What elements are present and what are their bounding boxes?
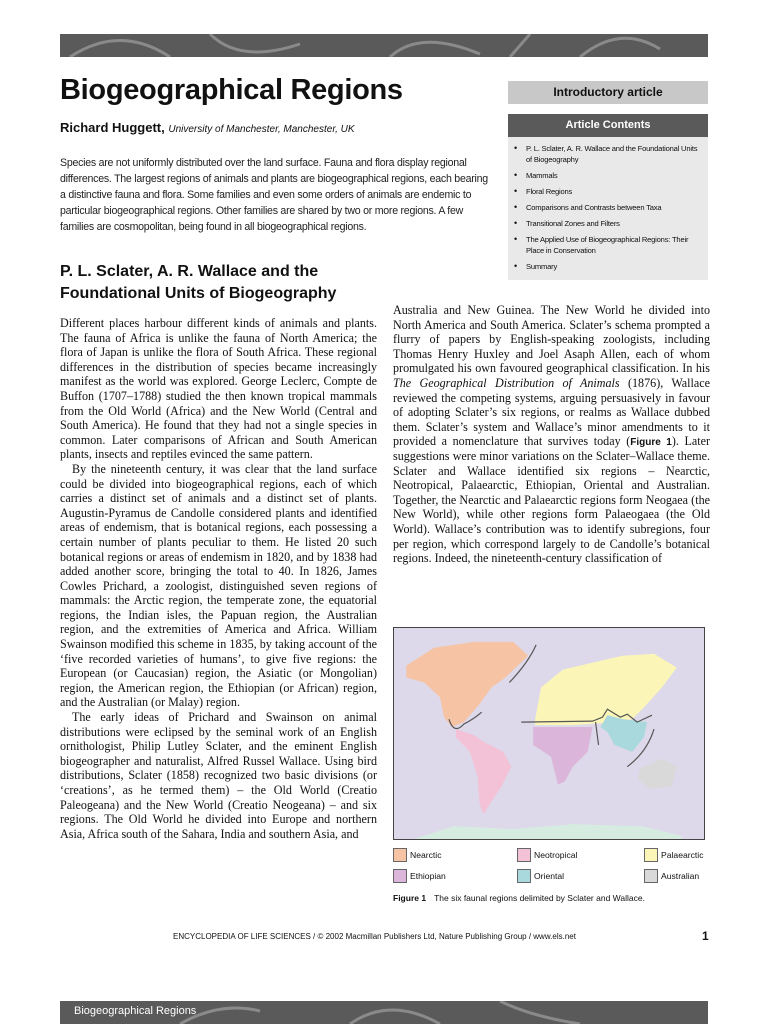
section-heading: P. L. Sclater, A. R. Wallace and the Foundational Units of Biogeography [60,263,337,302]
running-title: Biogeographical Regions [74,1005,197,1017]
legend-label: Ethiopian [410,871,446,881]
abstract: Species are not uniformly distributed over the land surface. Fauna and flora display regional differences. The largest regions of animals and plants are biogeographical regions, each bearing a distinctive fauna and flora. Some families and even some orders of animals are endemic to particular biogeographical regions. Other families are shared by two or more regions. A few families are cosmopolitan, being found in all biogeographical regions. [60,157,488,233]
contents-title: Article Contents [508,114,708,137]
legend-swatch [393,848,407,862]
figure-1 [393,627,705,903]
contents-item[interactable]: • Summary [512,261,704,272]
book-title: The Geographical Distribution of Animals [393,375,620,390]
legend-swatch [517,848,531,862]
figure-link[interactable]: Figure 1 [630,437,672,449]
legend-label: Oriental [534,871,565,881]
caption-label: Figure 1 [393,893,427,903]
contents-item[interactable]: • Transitional Zones and Filters [512,218,704,229]
legend-item-neotropical [517,848,644,862]
legend-swatch [393,869,407,883]
figure-caption [393,893,705,903]
australian-region [638,759,677,789]
footer-banner [60,1001,708,1024]
legend-swatch [644,848,658,862]
article-title: Biogeographical Regions [60,74,403,106]
body-right-column [393,303,710,566]
article-contents-box [508,114,708,280]
contents-item[interactable]: • Comparisons and Contrasts between Taxa [512,202,704,213]
decorative-swirl-icon [60,34,708,57]
neotropical-region [456,729,511,814]
legend-item-australian [644,869,705,883]
author-affiliation: University of Manchester, Manchester, UK [168,124,355,135]
palaearctic-region [535,654,677,725]
caption-text: The six faunal regions delimited by Sclater and Wallace. [434,893,645,903]
paragraph: The early ideas of Prichard and Swainson on animal distributions were eclipsed by the seminal work of an English ornithologist, Philip Lutley Sclater, and the eminent English biogeographer and naturalist, Alfred Russel Wallace. Using bird distributions, Sclater (1858) recognized two basic divisions (or ‘creations’, as he termed them) – the Old World (Creatio Paleogeana) and the New World (Creatio Neogeana) – and six regions. The Old World he divided into Europe and northern Asia, Africa south of the Sahara, India and southern Asia, and [60,710,377,841]
header-banner [60,34,708,57]
ethiopian-region [533,727,592,784]
legend-item-oriental [517,869,644,883]
author-name: Richard Huggett, [60,120,165,135]
contents-list [508,137,708,272]
footer-text: ENCYCLOPEDIA OF LIFE SCIENCES / © 2002 Macmillan Publishers Ltd, Nature Publishing Group / www.els.net [173,932,576,941]
legend-label: Neotropical [534,850,578,860]
legend-swatch [517,869,531,883]
author-line [60,120,355,135]
body-left-column [60,316,377,841]
contents-item[interactable]: • Floral Regions [512,186,704,197]
contents-item[interactable]: • Mammals [512,170,704,181]
legend-label: Palaearctic [661,850,704,860]
antarctica [414,824,681,839]
legend-item-nearctic [393,848,517,862]
legend-swatch [644,869,658,883]
legend-item-ethiopian [393,869,517,883]
contents-item[interactable]: • P. L. Sclater, A. R. Wallace and the Foundational Units of Biogeography [512,143,704,165]
text-run: Australia and New Guinea. The New World he divided into North America and South America. Sclater’s schema prompted a flurry of papers by English-speaking zoologists, including Thomas Henry Huxley and Joel Asaph Allen, each of whom promulgated his own favoured geographical classification. In his [393,303,710,376]
text-run: (1876), Wallace reviewed the competing systems, arguing persuasively in favour of adopting Sclater’s six regions, or realms as Wallace dubbed them. Sclater’s system and Wallace’s minor amendments to it provided a nomenclature that survives today ( [393,375,710,449]
world-map [393,627,705,840]
legend-label: Australian [661,871,700,881]
legend-label: Nearctic [410,850,442,860]
nearctic-region [406,642,528,727]
page-number: 1 [702,929,709,943]
map-legend [393,848,705,883]
legend-item-palaearctic [644,848,705,862]
paragraph: By the nineteenth century, it was clear that the land surface could be divided into biogeographical regions, each of which carries a distinct set of animals and a distinct set of plants. Augustin-Pyramus de Candolle considered plants and identified areas of endemism, that is botanical regions, each possessing a certain number of plants peculiar to them. He listed 20 such botanical regions or areas of endemism in 1820, and by 1838 had added another score, bringing the total to 40. In 1826, James Cowles Prichard, a zoologist, distinguished seven regions of mammals: the Arctic region, the temperate zone, the equatorial regions, the Indian isles, the Papuan region, the Australian region, and the extremities of America and Africa. William Swainson modified this scheme in 1835, by taking account of the ‘five recorded varieties of humans’, to give five regions: the European (or Caucasian) region, the Asiatic (or Mongolian) region, the American region, the Ethiopian (or African) region, and the Australian (or Malay) region. [60,461,377,710]
paragraph: Different places harbour different kinds of animals and plants. The fauna of Africa is unlike the fauna of North America; the flora of Japan is unlike the flora of South Africa. These regional differences in the distribution of species became increasingly manifest as the world was explored. George Leclerc, Compte de Buffon (1707–1788) studied the then known tropical mammals from the Old World (Africa) and the New World (Central and South America). He found that they had not a single species in common. Later comparisons of African and South American plants, insects and reptiles evinced the same pattern. [60,316,377,462]
article-type-badge: Introductory article [508,81,708,104]
contents-item[interactable]: • The Applied Use of Biogeographical Regions: Their Place in Conservation [512,234,704,256]
text-run: ). Later suggestions were minor variations on the Sclater–Wallace theme. Sclater and Wallace identified six regions – Nearctic, Neotropical, Palaearctic, Ethiopian, Oriental and Australian. Together, the Nearctic and Palaearctic regions form Neogaea (the New World), while other regions form Palaeogaea (the Old World). Wallace’s contribution was to identify subregions, four per region, which correspond largely to de Candolle’s botanical regions. Indeed, the nineteenth-century classification of [393,434,711,566]
paragraph [393,303,710,566]
